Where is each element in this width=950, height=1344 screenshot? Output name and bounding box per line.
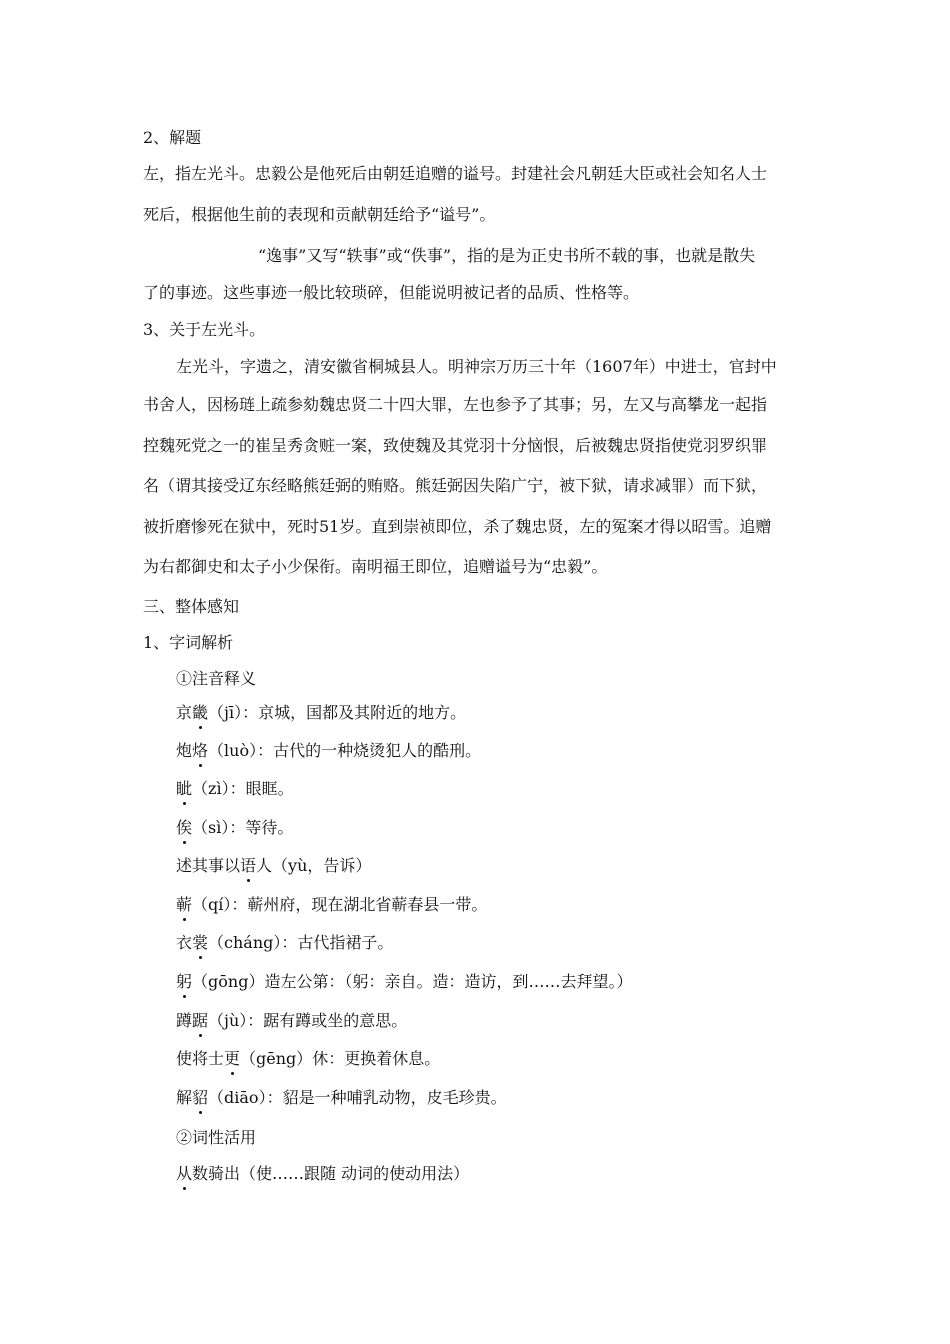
emphasis-char: 貂 <box>192 1088 209 1107</box>
emphasis-char: 俟 <box>176 818 193 837</box>
vocab-item: 从数骑出（使……跟随 动词的使动用法） <box>176 1164 470 1183</box>
vocab-item: 躬（gōng）造左公第：（躬：亲自。造：造访，到……去拜望。） <box>176 972 633 991</box>
vocab-item: 眦（zì）：眼眶。 <box>176 779 294 798</box>
paragraph-line: 名（谓其接受辽东经略熊廷弼的贿赂。熊廷弼因失陷广宁，被下狱，请求减罪）而下狱， <box>143 476 768 495</box>
emphasis-char: 语 <box>240 856 257 875</box>
emphasis-char: 裳 <box>192 933 209 952</box>
emphasis-char: 躬 <box>176 972 193 991</box>
paragraph-line: 为右都御史和太子小少保衔。南明福王即位，追赠谥号为“忠毅”。 <box>143 557 608 576</box>
paragraph-line: 被折磨惨死在狱中，死时51岁。直到崇祯即位，杀了魏忠贤，左的冤案才得以昭雪。追赠 <box>143 517 772 536</box>
emphasis-char: 踞 <box>192 1011 209 1030</box>
emphasis-char: 烙 <box>192 741 209 760</box>
subheading-zhuyin: ①注音释义 <box>176 669 257 688</box>
vocab-item: 京畿（jī）：京城，国都及其附近的地方。 <box>176 703 467 722</box>
emphasis-char: 眦 <box>176 779 193 798</box>
vocab-item: 蹲踞（jù）：踞有蹲或坐的意思。 <box>176 1011 408 1030</box>
paragraph-line: “逸事”又写“轶事”或“佚事”，指的是为正史书所不载的事，也就是散失 <box>258 246 756 265</box>
vocab-item: 俟（sì）：等待。 <box>176 818 294 837</box>
paragraph-line: 左，指左光斗。忠毅公是他死后由朝廷追赠的谥号。封建社会凡朝廷大臣或社会知名人士 <box>143 164 768 183</box>
emphasis-char: 从 <box>176 1164 193 1183</box>
vocab-item: 蕲（qí）：蕲州府，现在湖北省蕲春县一带。 <box>176 895 488 914</box>
heading-zici: 1、字词解析 <box>143 633 234 652</box>
paragraph-line: 控魏死党之一的崔呈秀贪赃一案，致使魏及其党羽十分恼恨，后被魏忠贤指使党羽罗织罪 <box>143 436 768 455</box>
paragraph-line: 左光斗，字遗之，清安徽省桐城县人。明神宗万历三十年（1607年）中进士，官封中 <box>176 357 777 376</box>
subheading-cixing: ②词性活用 <box>176 1128 257 1147</box>
heading-zuoguangdou: 3、关于左光斗。 <box>143 320 266 339</box>
emphasis-char: 蕲 <box>176 895 193 914</box>
emphasis-char: 畿 <box>192 703 209 722</box>
vocab-item: 使将士更（gēng）休：更换着休息。 <box>176 1049 441 1068</box>
emphasis-char: 更 <box>224 1049 241 1068</box>
paragraph-line: 书舍人，因杨琏上疏参劾魏忠贤二十四大罪，左也参予了其事；另，左又与高攀龙一起指 <box>143 395 768 414</box>
vocab-item: 炮烙（luò）：古代的一种烧烫犯人的酷刑。 <box>176 741 482 760</box>
vocab-item: 解貂（diāo）：貂是一种哺乳动物，皮毛珍贵。 <box>176 1088 507 1107</box>
heading-zhengti: 三、整体感知 <box>143 597 240 616</box>
vocab-item: 衣裳（cháng）：古代指裙子。 <box>176 933 394 952</box>
vocab-item: 述其事以语人（yù，告诉） <box>176 856 372 875</box>
heading-jieti: 2、解题 <box>143 128 202 147</box>
paragraph-line: 了的事迹。这些事迹一般比较琐碎，但能说明被记者的品质、性格等。 <box>143 283 640 302</box>
paragraph-line: 死后，根据他生前的表现和贡献朝廷给予“谥号”。 <box>143 205 496 224</box>
